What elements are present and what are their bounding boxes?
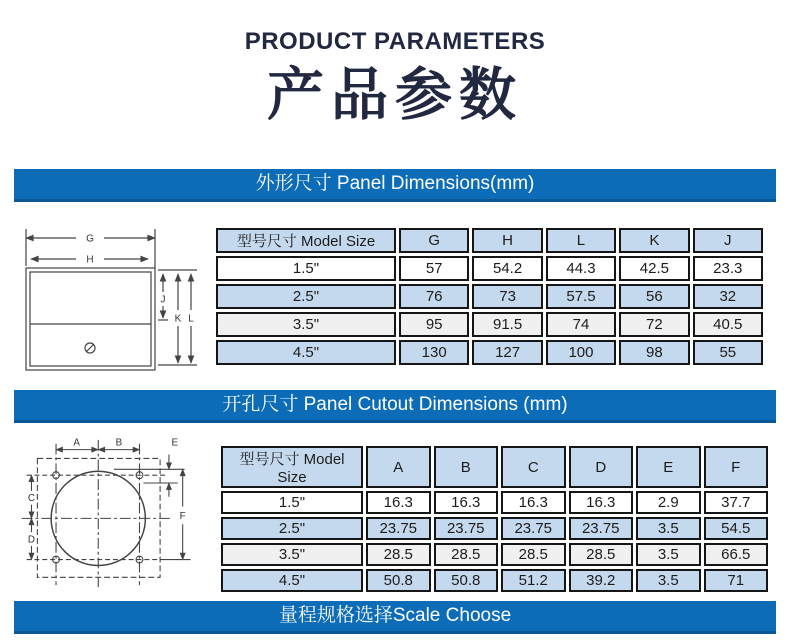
model-size-cell: 2.5" <box>216 284 396 309</box>
banner-scale-choose-label: 量程规格选择Scale Choose <box>278 605 512 626</box>
dimension-value-cell: 50.8 <box>366 569 431 592</box>
table-header-cell: B <box>434 446 499 488</box>
dimension-value-cell: 16.3 <box>501 491 566 514</box>
table-header-cell: 型号尺寸 Model Size <box>221 446 363 488</box>
banner-scale-choose <box>14 601 776 634</box>
page-title-zh: 产品参数 <box>267 63 523 127</box>
table-header-cell: L <box>546 228 616 253</box>
model-size-cell: 4.5" <box>221 569 363 592</box>
table-header-cell: H <box>472 228 542 253</box>
model-size-cell: 3.5" <box>221 543 363 566</box>
table-row <box>216 312 763 337</box>
panel-dimensions-table <box>213 225 766 368</box>
dimension-value-cell: 57.5 <box>546 284 616 309</box>
dimension-value-cell: 28.5 <box>569 543 634 566</box>
table-header-row <box>221 446 768 488</box>
dim-label-f: F <box>179 510 186 522</box>
banner-panel-dimensions <box>14 169 776 202</box>
dimension-value-cell: 44.3 <box>546 256 616 281</box>
table-row <box>221 517 768 540</box>
dimension-value-cell: 16.3 <box>366 491 431 514</box>
table-row <box>216 340 763 365</box>
dimension-value-cell: 23.75 <box>569 517 634 540</box>
dimension-value-cell: 130 <box>399 340 469 365</box>
panel-cutout-table <box>218 443 771 595</box>
table-header-cell: J <box>693 228 763 253</box>
dimension-value-cell: 127 <box>472 340 542 365</box>
panel-cutout-drawing <box>14 430 209 592</box>
dimension-value-cell: 23.75 <box>501 517 566 540</box>
dimension-value-cell: 73 <box>472 284 542 309</box>
dim-label-e: E <box>171 437 179 449</box>
dim-label-j: J <box>160 294 166 306</box>
dimension-value-cell: 95 <box>399 312 469 337</box>
table-header-cell: F <box>704 446 769 488</box>
table-header-cell: A <box>366 446 431 488</box>
table-row <box>216 284 763 309</box>
dimension-value-cell: 42.5 <box>619 256 689 281</box>
dim-label-c: C <box>27 493 36 505</box>
dimension-value-cell: 98 <box>619 340 689 365</box>
table-row <box>216 256 763 281</box>
model-size-cell: 1.5" <box>221 491 363 514</box>
dimension-value-cell: 100 <box>546 340 616 365</box>
dimension-value-cell: 40.5 <box>693 312 763 337</box>
dim-label-g: G <box>86 233 94 245</box>
dimension-value-cell: 16.3 <box>434 491 499 514</box>
dimension-value-cell: 28.5 <box>434 543 499 566</box>
table-header-cell: E <box>636 446 701 488</box>
table-header-cell: C <box>501 446 566 488</box>
dimension-value-cell: 3.5 <box>636 543 701 566</box>
dim-label-h: H <box>86 254 94 266</box>
screw-slot-icon <box>85 343 95 353</box>
table-row <box>221 543 768 566</box>
model-size-cell: 4.5" <box>216 340 396 365</box>
dim-label-l: L <box>188 313 194 325</box>
dimension-value-cell: 3.5 <box>636 569 701 592</box>
banner-panel-dimensions-label: 外形尺寸 Panel Dimensions(mm) <box>255 173 535 194</box>
dimension-value-cell: 55 <box>693 340 763 365</box>
dimension-value-cell: 91.5 <box>472 312 542 337</box>
banner-panel-cutout <box>14 390 776 423</box>
dimension-value-cell: 72 <box>619 312 689 337</box>
page-title-en: PRODUCT PARAMETERS <box>244 28 546 55</box>
table-header-row <box>216 228 763 253</box>
panel-cutout-section <box>0 429 790 595</box>
dimension-value-cell: 2.9 <box>636 491 701 514</box>
dimension-value-cell: 23.75 <box>366 517 431 540</box>
dimension-value-cell: 23.3 <box>693 256 763 281</box>
model-size-cell: 3.5" <box>216 312 396 337</box>
dimension-value-cell: 57 <box>399 256 469 281</box>
table-row <box>221 491 768 514</box>
dimension-value-cell: 3.5 <box>636 517 701 540</box>
model-size-cell: 2.5" <box>221 517 363 540</box>
table-header-cell: G <box>399 228 469 253</box>
dimension-value-cell: 50.8 <box>434 569 499 592</box>
dimension-value-cell: 28.5 <box>366 543 431 566</box>
dimension-value-cell: 28.5 <box>501 543 566 566</box>
dim-label-a: A <box>73 437 80 449</box>
dimension-value-cell: 71 <box>704 569 769 592</box>
dimension-value-cell: 74 <box>546 312 616 337</box>
dimension-value-cell: 51.2 <box>501 569 566 592</box>
dim-label-k: K <box>174 313 182 325</box>
table-row <box>221 569 768 592</box>
dimension-value-cell: 54.5 <box>704 517 769 540</box>
table-header-cell: D <box>569 446 634 488</box>
dimension-value-cell: 66.5 <box>704 543 769 566</box>
dimension-value-cell: 39.2 <box>569 569 634 592</box>
panel-outline <box>26 268 155 370</box>
dimension-value-cell: 37.7 <box>704 491 769 514</box>
dimension-value-cell: 23.75 <box>434 517 499 540</box>
dimension-value-cell: 76 <box>399 284 469 309</box>
dimension-value-cell: 16.3 <box>569 491 634 514</box>
panel-dimensions-section <box>0 220 790 374</box>
dimension-value-cell: 54.2 <box>472 256 542 281</box>
model-size-cell: 1.5" <box>216 256 396 281</box>
panel-dimensions-drawing <box>14 222 204 374</box>
dimension-value-cell: 32 <box>693 284 763 309</box>
dimension-value-cell: 56 <box>619 284 689 309</box>
table-header-cell: 型号尺寸 Model Size <box>216 228 396 253</box>
table-header-cell: K <box>619 228 689 253</box>
page-header <box>0 0 790 131</box>
dim-label-b: B <box>115 437 123 449</box>
banner-panel-cutout-label: 开孔尺寸 Panel Cutout Dimensions (mm) <box>222 394 568 415</box>
dim-label-d: D <box>27 534 36 546</box>
